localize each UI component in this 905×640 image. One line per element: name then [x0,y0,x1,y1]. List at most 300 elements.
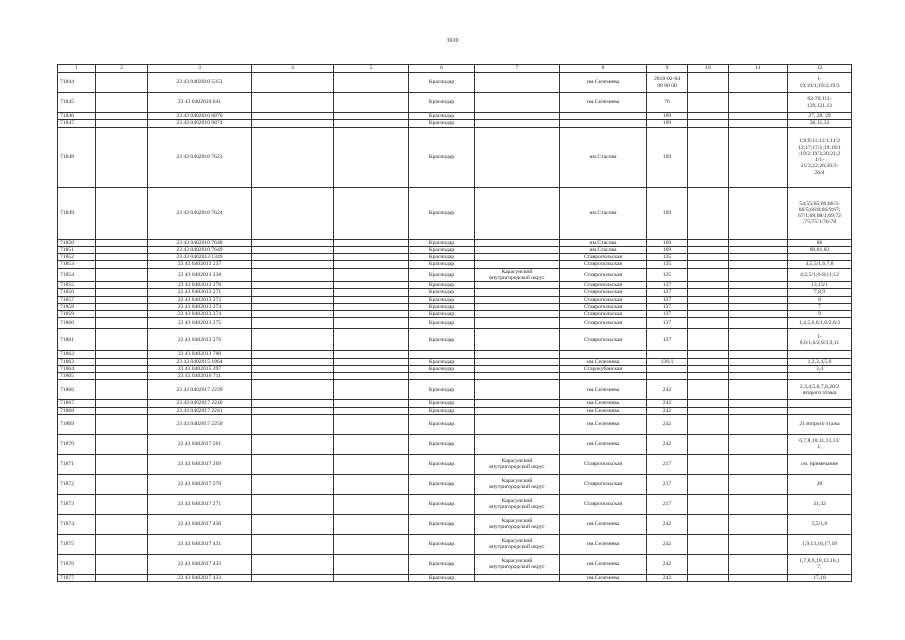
table-cell: 242 [647,380,688,400]
table-cell [729,113,788,120]
table-cell [647,373,688,380]
table-cell [688,434,729,454]
row-number-cell: 71854 [58,268,96,282]
table-cell [475,93,560,113]
row-number-cell: 71847 [58,120,96,127]
table-cell [334,289,409,296]
table-cell: Ставропольская [560,329,647,351]
table-cell [475,373,560,380]
table-row [58,296,852,303]
row-number-cell: 71844 [58,73,96,93]
table-cell [688,494,729,514]
row-number-cell: 71876 [58,554,96,574]
table-cell [729,187,788,239]
table-cell: 80,81,82 [788,246,852,253]
table-row [58,434,852,454]
table-cell: Краснодар [409,246,475,253]
table-cell: 23 43 0402017 2240 [148,400,252,407]
table-cell: Ставропольская [560,494,647,514]
table-cell: 23 43 0402017 432 [148,554,252,574]
table-cell [729,574,788,581]
table-cell: 169 [647,127,688,187]
table-cell [729,514,788,534]
table-cell [647,351,688,358]
table-cell: 23 43 0402017 270 [148,474,252,494]
row-number-cell: 71856 [58,289,96,296]
table-cell: 76 [647,93,688,113]
table-cell [688,289,729,296]
table-row [58,351,852,358]
table-cell [96,246,148,253]
table-cell [334,351,409,358]
table-cell [252,282,334,289]
page-number: 3610 [446,38,459,44]
table-row [58,554,852,574]
table-cell [475,239,560,246]
table-cell: 4,5,5/1,6,7,8 [788,261,852,268]
column-header: 11 [729,65,788,73]
table-cell: 6,7,8,10,11,13,13/ 1, [788,434,852,454]
table-cell: 242 [647,554,688,574]
table-cell [96,93,148,113]
table-cell [96,329,148,351]
table-cell [334,454,409,474]
table-cell: 23 43 0402017 2241 [148,407,252,414]
table-cell: им.Селезнева [560,434,647,454]
table-cell: 23 43 0402017 271 [148,494,252,514]
row-number-cell: 71873 [58,494,96,514]
table-cell [334,113,409,120]
table-cell [688,400,729,407]
table-cell: Ставропольская [560,311,647,318]
table-row [58,73,852,93]
table-cell [688,268,729,282]
table-cell [334,282,409,289]
table-cell [688,380,729,400]
table-cell: Краснодар [409,113,475,120]
table-cell: 8 [788,296,852,303]
table-cell [560,351,647,358]
table-row [58,380,852,400]
table-cell [252,113,334,120]
table-cell: 242 [647,574,688,581]
table-row [58,365,852,372]
table-cell: 23 43 0402015 1864 [148,358,252,365]
table-cell [96,554,148,574]
table-cell: 1,9,13,16,17,18 [788,534,852,554]
row-number-cell: 71860 [58,318,96,329]
table-cell: 2018-02-04 90 00 00 [647,73,688,93]
table-cell: им.Селезнева [560,358,647,365]
table-cell [334,494,409,514]
table-cell: Краснодар [409,303,475,310]
table-cell [96,318,148,329]
table-cell: Краснодар [409,454,475,474]
table-cell [334,261,409,268]
table-cell [334,329,409,351]
table-cell [334,365,409,372]
table-cell [729,358,788,365]
table-row [58,254,852,261]
table-cell [334,474,409,494]
table-cell: 23 43 0402013 271 [148,289,252,296]
table-cell [688,127,729,187]
table-cell [729,303,788,310]
table-cell [688,414,729,434]
column-header: 8 [560,65,647,73]
table-cell: 17,18 [788,574,852,581]
table-cell [409,351,475,358]
table-cell [688,311,729,318]
table-cell: Краснодар [409,574,475,581]
table-cell [475,318,560,329]
table-cell [96,407,148,414]
table-cell [475,282,560,289]
table-cell [688,318,729,329]
table-cell [252,311,334,318]
table-cell: 23 43 0402010 7624 [148,187,252,239]
table-cell: 7 [788,303,852,310]
table-cell: Краснодар [409,187,475,239]
table-cell: 242 [647,514,688,534]
table-cell [96,474,148,494]
table-cell [252,373,334,380]
table-cell [688,351,729,358]
table-row [58,514,852,534]
row-number-cell: 71871 [58,454,96,474]
table-row [58,289,852,296]
table-cell [475,434,560,454]
table-body [58,73,852,582]
table-cell [729,434,788,454]
table-cell [252,434,334,454]
table-cell: 242 [647,400,688,407]
table-cell: 1,2,3,4,5,6 [788,358,852,365]
table-cell [96,113,148,120]
table-cell: 23 43 0402016 711 [148,373,252,380]
table-cell [788,400,852,407]
table-cell: Ставропольская [560,261,647,268]
table-cell [252,303,334,310]
table-cell: 169 [647,239,688,246]
table-cell: 23 43 0402010 641 [148,93,252,113]
table-cell: 137 [647,318,688,329]
table-cell [334,246,409,253]
table-cell [475,187,560,239]
table-cell [688,246,729,253]
table-cell [96,120,148,127]
row-number-cell: 71862 [58,351,96,358]
table-cell: Краснодар [409,239,475,246]
table-cell: им.Селезнева [560,514,647,534]
row-number-cell: 71874 [58,514,96,534]
table-cell [688,113,729,120]
table-cell [475,289,560,296]
table-cell [96,373,148,380]
table-cell [475,400,560,407]
column-number-row [58,65,852,73]
table-cell [252,239,334,246]
table-cell [560,113,647,120]
row-number-cell: 71864 [58,365,96,372]
table-cell [647,365,688,372]
table-cell [688,554,729,574]
table-cell: 23 43 0402013 238 [148,268,252,282]
table-cell [334,268,409,282]
table-cell [688,407,729,414]
table-cell: Ставропольская [560,282,647,289]
row-number-cell: 71877 [58,574,96,581]
table-cell [252,261,334,268]
table-cell: 5,5/1,6 [788,514,852,534]
table-cell: 31,32 [788,494,852,514]
table-cell [729,73,788,93]
table-cell [475,407,560,414]
table-cell [729,289,788,296]
table-cell: Краснодар [409,407,475,414]
table-cell: Краснодар [409,120,475,127]
table-cell [560,373,647,380]
table-cell [334,407,409,414]
table-cell [96,358,148,365]
table-cell: 23 43 0402013 272 [148,296,252,303]
table-cell: 21 второго этажа [788,414,852,434]
table-cell [729,127,788,187]
table-cell [688,373,729,380]
table-cell [334,254,409,261]
table-cell: 23 43 0402013 274 [148,311,252,318]
table-cell: 137 [647,282,688,289]
table-cell: Краснодар [409,318,475,329]
table-cell: 23 43 0402017 261 [148,434,252,454]
table-cell [475,414,560,434]
table-cell [475,351,560,358]
table-cell [560,120,647,127]
table-cell: Краснодар [409,365,475,372]
table-cell: им.Селезнева [560,534,647,554]
table-cell: Краснодар [409,434,475,454]
table-cell [252,329,334,351]
table-cell: 217 [647,454,688,474]
table-cell: 137 [647,296,688,303]
table-cell: Карасунский внутригородской округ [475,494,560,514]
table-cell: 23 43 0402013 273 [148,303,252,310]
table-cell [688,120,729,127]
table-cell [252,246,334,253]
table-cell: 7,8,9 [788,289,852,296]
table-row [58,311,852,318]
table-cell: Краснодар [409,254,475,261]
table-row [58,246,852,253]
table-cell: Ставропольская [560,474,647,494]
table-cell [475,296,560,303]
table-cell: 135 [647,254,688,261]
table-cell: 3,4 [788,365,852,372]
table-cell: Ставропольская [560,254,647,261]
table-cell: им.Стасова [560,127,647,187]
table-cell [729,311,788,318]
table-cell [252,187,334,239]
table-cell [475,254,560,261]
table-row [58,574,852,581]
table-row [58,282,852,289]
table-row [58,329,852,351]
table-cell [96,303,148,310]
table-cell: им.Селезнева [560,380,647,400]
table-cell [96,454,148,474]
row-number-cell: 71867 [58,400,96,407]
table-cell [334,434,409,454]
table-cell: им.Селезнева [560,574,647,581]
table-cell: 2,3,4,5,6,7,8,20/2 второго этажа [788,380,852,400]
table-cell: Краснодар [409,282,475,289]
table-cell [96,296,148,303]
table-cell: Краснодар [409,554,475,574]
table-cell: Краснодар [409,474,475,494]
table-cell [252,351,334,358]
table-cell: 23 43 0402017 269 [148,454,252,474]
table-cell [729,329,788,351]
table-cell: 23 43 0402013 270 [148,282,252,289]
table-cell: им.Стасова [560,187,647,239]
table-cell [252,494,334,514]
table-cell [252,514,334,534]
table-cell [688,574,729,581]
table-cell: Ставропольская [560,289,647,296]
table-cell: 242 [647,414,688,434]
table-cell: им.Селезнева [560,400,647,407]
table-cell: 242 [647,434,688,454]
table-cell: 136/1 [647,358,688,365]
table-cell [252,289,334,296]
table-cell [252,120,334,127]
column-header: 1 [58,65,96,73]
row-number-cell: 71859 [58,311,96,318]
table-cell [252,254,334,261]
table-cell: им.Селезнева [560,554,647,574]
table-cell [334,73,409,93]
table-cell [729,400,788,407]
table-cell [334,574,409,581]
table-cell: 137 [647,311,688,318]
row-number-cell: 71863 [58,358,96,365]
table-cell: 23 43 0402015 397 [148,365,252,372]
table-cell: 23 43 0402017 433 [148,574,252,581]
table-cell [788,254,852,261]
table-cell [729,373,788,380]
table-cell: Ставропольская [560,318,647,329]
table-cell [729,454,788,474]
table-cell [334,296,409,303]
table-cell: 242 [647,534,688,554]
row-number-cell: 71875 [58,534,96,554]
table-cell: Краснодар [409,73,475,93]
table-cell: 23 43 0402017 431 [148,534,252,554]
table-cell [475,120,560,127]
table-cell [475,246,560,253]
row-number-cell: 71872 [58,474,96,494]
table-cell [252,380,334,400]
table-cell: Карасунский внутригородской округ [475,474,560,494]
table-row [58,261,852,268]
table-cell: 23 43 0402013 237 [148,261,252,268]
table-cell: Краснодар [409,296,475,303]
table-cell [729,494,788,514]
table-row [58,93,852,113]
table-cell: Карасунский внутригородской округ [475,514,560,534]
table-cell [334,414,409,434]
table-cell [688,454,729,474]
table-row [58,400,852,407]
table-cell [729,407,788,414]
table-cell: Карасунский внутригородской округ [475,534,560,554]
table-cell: 23 43 0402013 276 [148,329,252,351]
column-header: 6 [409,65,475,73]
table-cell [475,365,560,372]
table-row [58,407,852,414]
table-cell [475,329,560,351]
table-cell [96,380,148,400]
table-cell: 9 [788,311,852,318]
table-cell [334,514,409,534]
table-cell [688,93,729,113]
table-cell: Ставропольская [560,296,647,303]
table-cell [96,311,148,318]
row-number-cell: 71848 [58,127,96,187]
table-cell: Краснодар [409,400,475,407]
table-row [58,534,852,554]
table-cell [334,120,409,127]
table-cell: 23 43 0402017 2239 [148,380,252,400]
table-cell: Краснодар [409,93,475,113]
table-cell [96,574,148,581]
table-cell [475,73,560,93]
row-number-cell: 71845 [58,93,96,113]
table-cell: 169 [647,187,688,239]
table-row [58,494,852,514]
table-cell [96,351,148,358]
table-cell [334,534,409,554]
table-cell [96,282,148,289]
table-row [58,187,852,239]
table-cell [252,365,334,372]
table-row [58,303,852,310]
row-number-cell: 71857 [58,296,96,303]
table-cell: Краснодар [409,329,475,351]
table-cell: Карасунский внутригородской округ [475,268,560,282]
table-cell: Краснодар [409,268,475,282]
table-row [58,268,852,282]
table-cell [475,127,560,187]
table-cell: 23 43 0402010 7649 [148,246,252,253]
registry-table [57,64,852,582]
table-row [58,113,852,120]
column-header: 12 [788,65,852,73]
table-cell [788,351,852,358]
table-cell: Краснодар [409,514,475,534]
table-cell [96,494,148,514]
table-cell: им.Селезнева [560,73,647,93]
table-cell [96,434,148,454]
table-cell: 23 43 0402010 7648 [148,239,252,246]
table-cell: Краснодар [409,289,475,296]
table-cell: 23 43 0402010 6870 [148,113,252,120]
table-cell [96,289,148,296]
column-header: 3 [148,65,252,73]
table-cell [96,239,148,246]
table-row [58,358,852,365]
table-cell [688,239,729,246]
